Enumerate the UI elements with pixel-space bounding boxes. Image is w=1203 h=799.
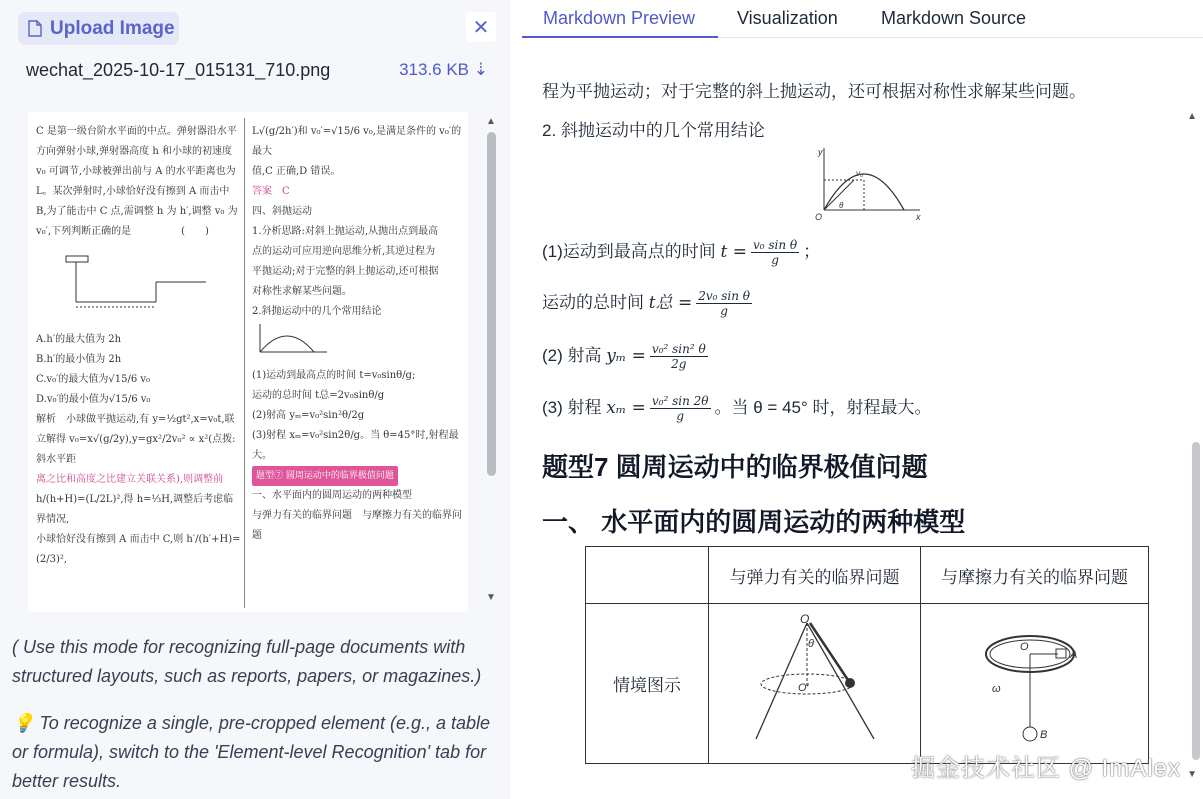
turntable-diagram bbox=[980, 616, 1090, 746]
upload-image-button[interactable] bbox=[18, 12, 179, 45]
preview-scrollbar-thumb[interactable] bbox=[487, 132, 496, 476]
watermark: 掘金技术社区 @ ImAlex bbox=[910, 755, 1181, 782]
diagram-x-axis-label: x bbox=[916, 212, 921, 222]
doc-section-title bbox=[252, 466, 462, 486]
element-hint-text: To recognize a single, pre-cropped element (e.g., a table or formula), switch to the 'Element-level Recognition' tab for better results. bbox=[12, 713, 491, 791]
table-header-cell: 与摩擦力有关的临界问题 bbox=[921, 547, 1149, 604]
turntable-weight-label: B bbox=[1039, 729, 1047, 741]
doc-line: v₀ 可调节,小球被弹出前与 A 的水平距离也为 bbox=[36, 166, 236, 177]
doc-option: B.h′的最小值为 2h bbox=[36, 354, 122, 365]
tab-markdown-source[interactable]: Markdown Source bbox=[881, 8, 1027, 28]
lightbulb-icon: 💡 bbox=[12, 713, 35, 733]
scroll-up-arrow-icon[interactable]: ▲ bbox=[486, 116, 496, 127]
fraction bbox=[650, 394, 711, 423]
doc-line: 四、斜抛运动 bbox=[252, 206, 312, 217]
diagram-origin-label: O bbox=[815, 212, 823, 222]
doc-line: 2.斜抛运动中的几个常用结论 bbox=[252, 306, 382, 317]
fraction-numerator: v₀² sin² θ bbox=[651, 342, 706, 357]
doc-line: 对称性求解某些问题。 bbox=[252, 286, 352, 297]
fraction bbox=[751, 238, 799, 267]
formula-lhs: t = bbox=[720, 242, 747, 262]
doc-column-left bbox=[36, 122, 241, 570]
doc-option: C.v₀′的最大值为√15/6 v₀ bbox=[36, 374, 151, 385]
formula-total-time bbox=[542, 288, 756, 318]
doc-line: 与弹力有关的临界问题 与摩擦力有关的临界问题 bbox=[252, 510, 462, 541]
close-icon[interactable]: ✕ bbox=[466, 12, 496, 42]
preview-paragraph: 程为平抛运动；对于完整的斜上抛运动，还可根据对称性求解某些问题。 bbox=[542, 82, 1086, 101]
table-row bbox=[586, 604, 1149, 764]
table-header-cell: 与弹力有关的临界问题 bbox=[709, 547, 921, 604]
file-size-download-link[interactable]: 313.6 KB ⇣ bbox=[399, 60, 488, 79]
doc-line: (1)运动到最高点的时间 t=v₀sinθ/g; bbox=[252, 370, 416, 381]
stair-diagram bbox=[36, 242, 216, 322]
fraction-numerator: v₀ sin θ bbox=[752, 238, 798, 253]
file-name: wechat_2025-10-17_015131_710.png bbox=[26, 60, 331, 80]
doc-analysis-line: 解析 小球做平抛运动,有 y=½gt²,x=v₀t,联 bbox=[36, 414, 235, 425]
table-image-cell bbox=[921, 604, 1149, 764]
formula-suffix: ； bbox=[803, 242, 821, 261]
doc-line: 点的运动可应用逆向思维分析,其逆过程为 bbox=[252, 246, 436, 257]
doc-line: (3)射程 xₘ=v₀²sin2θ/g。当 θ=45°时,射程最大。 bbox=[252, 430, 459, 461]
doc-analysis-line: 立解得 v₀=x√(g/2y),y=gx²/2v₀² ∝ x²(点拨:斜水平距 bbox=[36, 434, 236, 465]
doc-line: 运动的总时间 t总=2v₀sinθ/g bbox=[252, 390, 385, 401]
table-cell-empty bbox=[586, 547, 709, 604]
formula-lhs: yₘ = bbox=[606, 346, 646, 366]
table-row bbox=[586, 547, 1149, 604]
section-heading-7: 题型7 圆周运动中的临界极值问题 bbox=[542, 452, 928, 482]
image-preview[interactable] bbox=[28, 112, 468, 612]
preview-scroll-up-arrow-icon[interactable]: ▲ bbox=[1187, 111, 1197, 122]
formula-suffix: 。当 θ = 45° 时，射程最大。 bbox=[714, 398, 932, 417]
tab-visualization[interactable]: Visualization bbox=[737, 8, 838, 28]
section-heading-one: 一、 水平面内的圆周运动的两种模型 bbox=[542, 507, 966, 537]
doc-line: v₀′,下列判断正确的是 ( ) bbox=[36, 226, 209, 237]
fraction bbox=[650, 342, 708, 371]
formula-label: 运动的总时间 bbox=[542, 293, 649, 312]
doc-line: (2)射高 yₘ=v₀²sin²θ/2g bbox=[252, 410, 365, 421]
formula-label: (1)运动到最高点的时间 bbox=[542, 242, 721, 261]
doc-type-tag: 题型⑦ 圆周运动中的临界极值问题 bbox=[252, 466, 398, 486]
fraction-denominator: g bbox=[676, 409, 685, 424]
doc-line: 一、水平面内的圆周运动的两种模型 bbox=[252, 490, 412, 501]
projectile-diagram-small bbox=[252, 322, 332, 358]
fraction-denominator: g bbox=[720, 304, 728, 319]
result-tabs bbox=[522, 0, 1203, 38]
scroll-down-arrow-icon[interactable]: ▼ bbox=[486, 592, 496, 603]
formula-lhs: t总 = bbox=[648, 293, 693, 313]
element-hint bbox=[12, 709, 507, 796]
doc-line: 平抛运动;对于完整的斜上抛运动,还可根据 bbox=[252, 266, 439, 277]
doc-line: 方向弹射小球,弹射器高度 h 和小球的初速度 bbox=[36, 146, 232, 157]
fraction bbox=[696, 289, 752, 318]
doc-column-right bbox=[252, 122, 462, 546]
formula-label: (2) 射高 bbox=[542, 346, 607, 365]
turntable-block-label: A bbox=[1069, 649, 1077, 661]
fraction-numerator: 2v₀ sin θ bbox=[698, 289, 751, 304]
preview-scroll-down-arrow-icon[interactable]: ▼ bbox=[1187, 769, 1197, 780]
cone-center-label: O′ bbox=[797, 682, 809, 694]
tab-markdown-preview[interactable]: Markdown Preview bbox=[543, 8, 696, 28]
table-image-cell bbox=[709, 604, 921, 764]
preview-list-item: 2. 斜抛运动中的几个常用结论 bbox=[542, 121, 765, 140]
diagram-v0-label: v₀ bbox=[856, 169, 864, 178]
doc-analysis-line: 小球恰好没有擦到 A 而击中 C,则 h′/(h′+H)=(2/3)², bbox=[36, 534, 241, 565]
diagram-theta-label: θ bbox=[839, 201, 844, 210]
doc-analysis-line: 离之比和高度之比建立关联关系),则调整前 bbox=[36, 474, 224, 485]
formula-label: (3) 射程 bbox=[542, 398, 607, 417]
formula-range bbox=[542, 393, 932, 423]
mode-hint-text: ( Use this mode for recognizing full-page documents with structured layouts, such as reports, papers, or magazines.) bbox=[12, 637, 482, 686]
models-table bbox=[585, 546, 1149, 764]
turntable-center-label: O bbox=[1019, 641, 1029, 653]
cone-angle-label: θ bbox=[807, 638, 814, 650]
doc-line: B,为了能击中 C 点,需调整 h 为 h′,调整 v₀ 为 bbox=[36, 206, 238, 217]
fraction-numerator: v₀² sin 2θ bbox=[651, 394, 709, 409]
doc-line: 值,C 正确,D 错误。 bbox=[252, 166, 341, 177]
doc-answer: 答案 C bbox=[252, 186, 290, 197]
table-row-label: 情境图示 bbox=[586, 604, 709, 764]
doc-line: L。某次弹射时,小球恰好没有擦到 A 而击中 bbox=[36, 186, 230, 197]
projectile-motion-diagram bbox=[812, 146, 924, 220]
formula-lhs: xₘ = bbox=[606, 398, 646, 418]
upload-image-label: Upload Image bbox=[50, 17, 175, 39]
diagram-y-axis-label: y bbox=[818, 147, 823, 157]
fraction-denominator: 2g bbox=[671, 357, 687, 372]
upload-panel bbox=[0, 0, 510, 799]
turntable-omega-label: ω bbox=[991, 683, 1001, 695]
fraction-denominator: g bbox=[771, 253, 779, 268]
doc-line: L√(g/2h′)和 v₀′=√15/6 v₀,是满足条件的 v₀′的最大 bbox=[252, 126, 462, 157]
formula-peak-time bbox=[542, 237, 820, 267]
formula-max-height bbox=[542, 341, 712, 371]
result-panel bbox=[522, 0, 1203, 799]
cone-diagram bbox=[750, 611, 880, 751]
active-tab-indicator bbox=[522, 36, 718, 38]
preview-scrollbar-thumb[interactable] bbox=[1192, 442, 1200, 760]
doc-option: A.h′的最大值为 2h bbox=[36, 334, 122, 345]
file-icon bbox=[28, 20, 42, 37]
doc-option: D.v₀′的最小值为√15/6 v₀ bbox=[36, 394, 151, 405]
doc-line: C 是第一级台阶水平面的中点。弹射器沿水平 bbox=[36, 126, 237, 137]
doc-analysis-line: h/(h+H)=(L/2L)²,得 h=⅓H,调整后考虑临界情况, bbox=[36, 494, 234, 525]
cone-apex-label: O bbox=[799, 612, 809, 626]
doc-line: 1.分析思路:对斜上抛运动,从抛出点到最高 bbox=[252, 226, 439, 237]
doc-column-divider bbox=[244, 118, 245, 608]
